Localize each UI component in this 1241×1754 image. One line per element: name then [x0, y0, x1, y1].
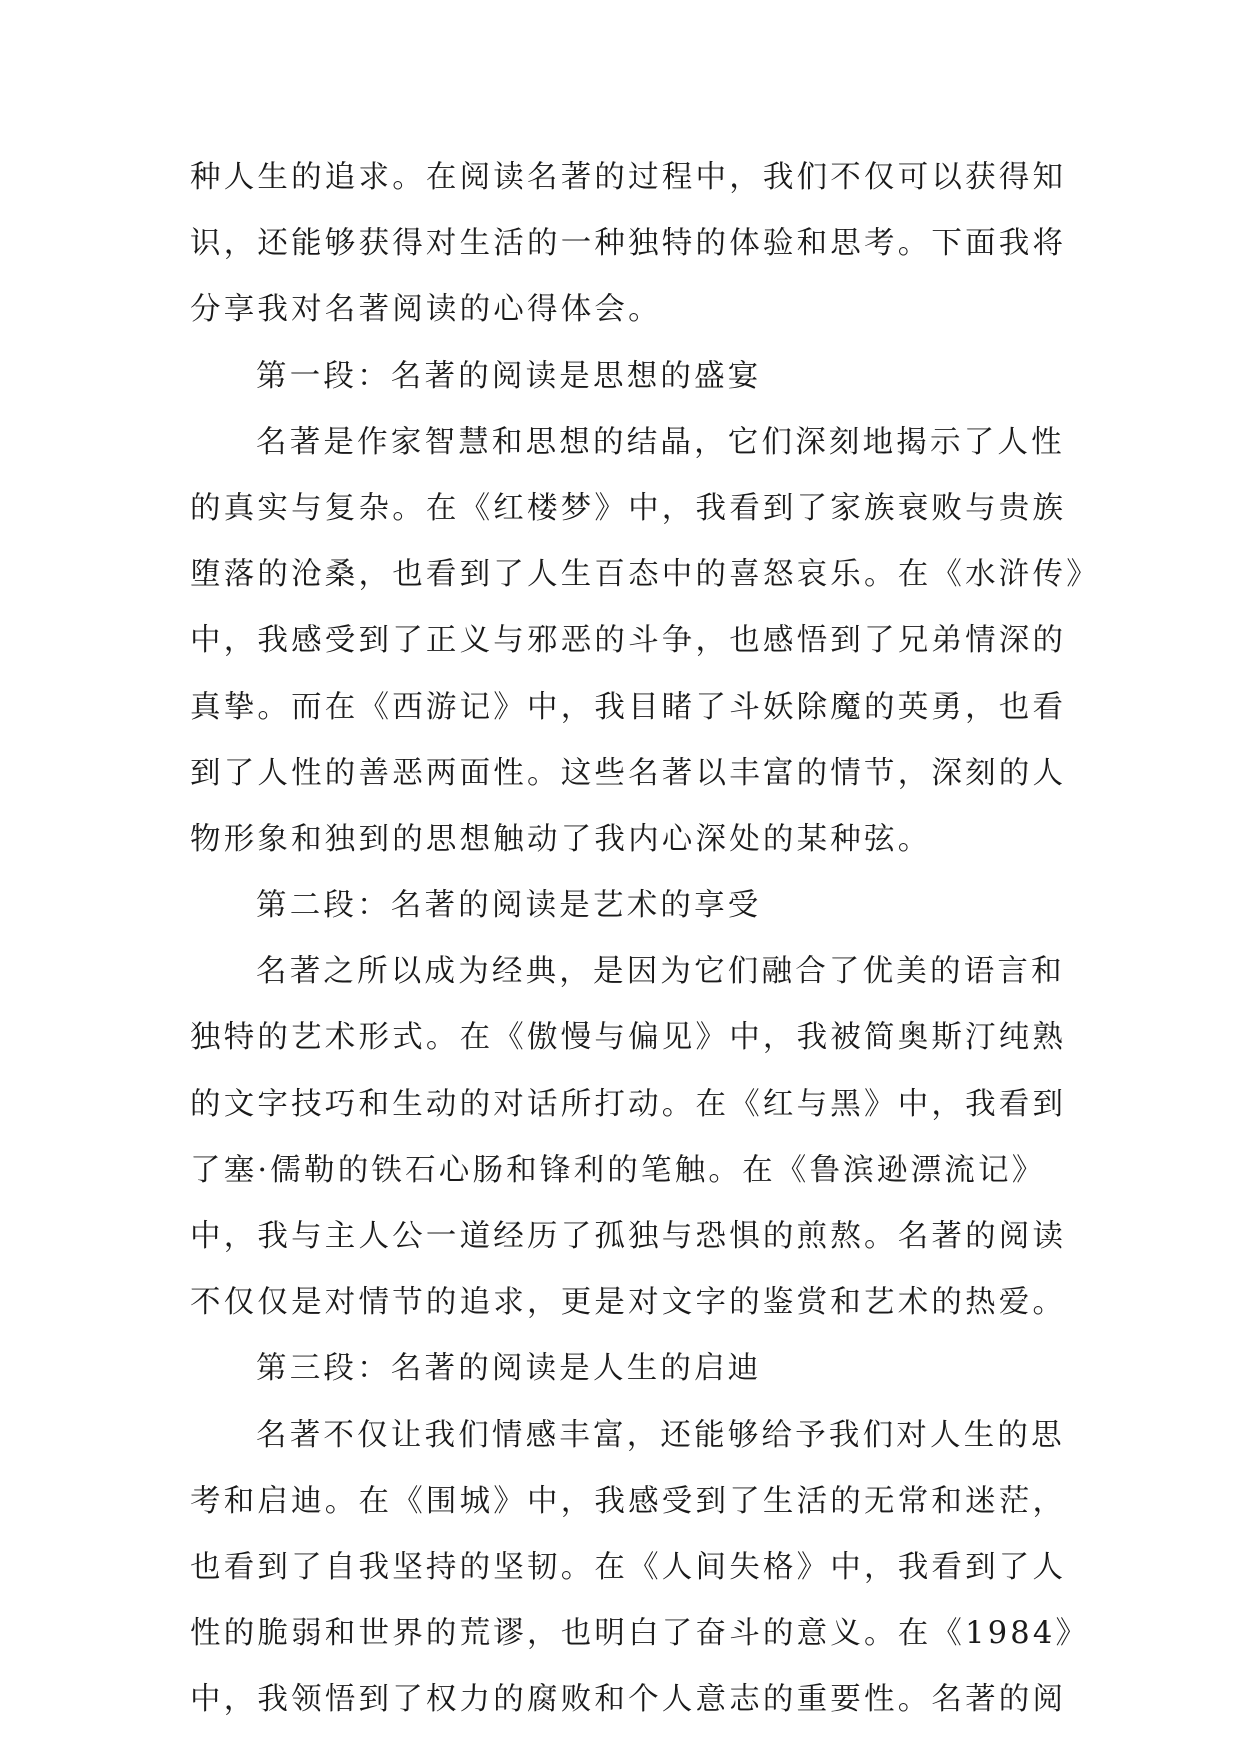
text-line: 名著是作家智慧和思想的结晶，它们深刻地揭示了人性: [256, 424, 1065, 460]
text-line: 不仅仅是对情节的追求，更是对文字的鉴赏和艺术的热爱。: [190, 1285, 1067, 1321]
section-heading-1: 第一段：名著的阅读是思想的盛宴: [256, 358, 762, 394]
body-text: [190, 145, 1100, 1734]
text-line: 中，我领悟到了权力的腐败和个人意志的重要性。名著的阅: [190, 1682, 1067, 1718]
text-line: 中，我与主人公一道经历了孤独与恐惧的煎熬。名著的阅读: [190, 1219, 1067, 1254]
text-line: 了塞·儒勒的铁石心肠和锋利的笔触。在《鲁滨逊漂流记》: [190, 1152, 1046, 1188]
text-line: 中，我感受到了正义与邪恶的斗争，也感悟到了兄弟情深的: [190, 623, 1067, 659]
text-line: 真挚。而在《西游记》中，我目睹了斗妖除魔的英勇，也看: [190, 689, 1067, 725]
text-line: 名著之所以成为经典，是因为它们融合了优美的语言和: [256, 954, 1065, 990]
text-line: 识，还能够获得对生活的一种独特的体验和思考。下面我将: [190, 226, 1067, 262]
text-line: 也看到了自我坚持的坚韧。在《人间失格》中，我看到了人: [190, 1549, 1067, 1585]
text-line: 的文字技巧和生动的对话所打动。在《红与黑》中，我看到: [190, 1086, 1067, 1122]
text-line: 考和启迪。在《围城》中，我感受到了生活的无常和迷茫，: [190, 1483, 1067, 1519]
section-heading-3: 第三段：名著的阅读是人生的启迪: [256, 1351, 762, 1387]
text-line: 种人生的追求。在阅读名著的过程中，我们不仅可以获得知: [190, 160, 1067, 195]
text-line: 到了人性的善恶两面性。这些名著以丰富的情节，深刻的人: [190, 755, 1067, 791]
text-line: 分享我对名著阅读的心得体会。: [190, 292, 662, 328]
text-line: 独特的艺术形式。在《傲慢与偏见》中，我被简奥斯汀纯熟: [190, 1020, 1067, 1056]
text-line: 堕落的沧桑，也看到了人生百态中的喜怒哀乐。在《水浒传》: [190, 557, 1100, 593]
text-line: 的真实与复杂。在《红楼梦》中，我看到了家族衰败与贵族: [190, 490, 1067, 526]
section-heading-2: 第二段：名著的阅读是艺术的享受: [256, 888, 762, 924]
text-line: 物形象和独到的思想触动了我内心深处的某种弦。: [190, 821, 932, 857]
text-line: 性的脆弱和世界的荒谬，也明白了奋斗的意义。在《1984》: [190, 1616, 1090, 1652]
text-line: 名著不仅让我们情感丰富，还能够给予我们对人生的思: [256, 1417, 1065, 1453]
